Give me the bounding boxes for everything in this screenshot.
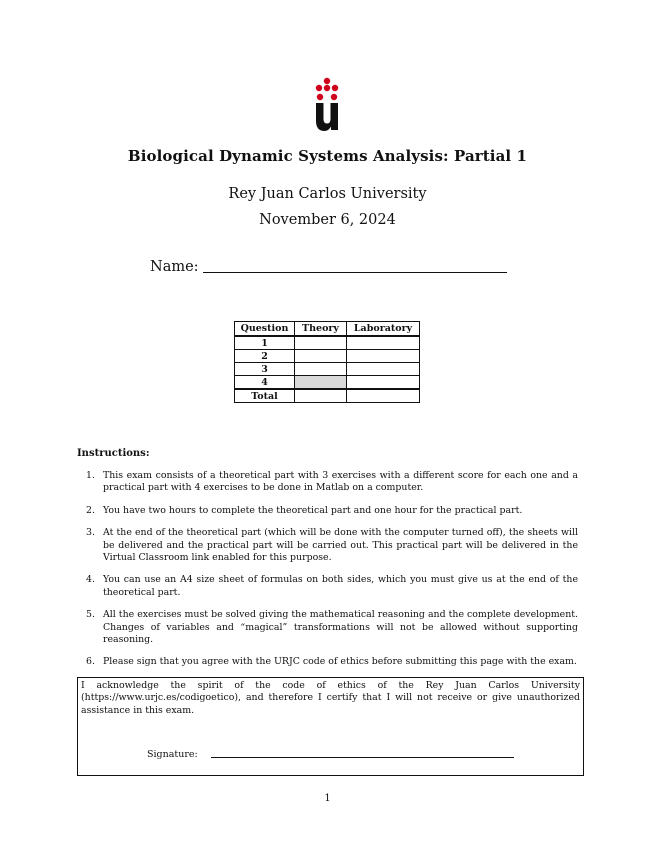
table-row (235, 363, 420, 376)
university-name: Rey Juan Carlos University (228, 186, 427, 202)
list-item-number: 4. (86, 574, 95, 586)
table-row (235, 376, 420, 390)
table-row-total (235, 389, 420, 403)
theory-score-cell[interactable] (295, 336, 347, 350)
list-item-text: At the end of the theoretical part (which will be done with the computer turned off), the sheets will be delivered and the practical part will be carried out. This practical part will be delivered in the Virtual Classroom link enabled for this purpose. (103, 527, 578, 564)
list-item-number: 1. (86, 470, 95, 481)
laboratory-score-cell[interactable] (347, 363, 420, 376)
list-item-text: You have two hours to complete the theoretical part and one hour for the practical part. (103, 504, 523, 516)
instructions-heading: Instructions: (77, 448, 150, 459)
table-row (235, 336, 420, 350)
list-item (86, 527, 578, 564)
question-number: 3 (235, 363, 295, 376)
list-item-text: Please sign that you agree with the URJC code of ethics before submitting this page with the exam. (103, 656, 577, 668)
theory-total-cell[interactable] (295, 389, 347, 403)
exam-date: November 6, 2024 (259, 212, 396, 228)
urjc-logo-icon (307, 76, 347, 132)
name-field-line[interactable] (203, 272, 507, 273)
name-label: Name: (150, 259, 199, 275)
laboratory-score-cell[interactable] (347, 376, 420, 390)
list-item-number: 6. (86, 656, 95, 668)
signature-label: Signature: (147, 749, 198, 760)
score-table-header (235, 322, 420, 337)
signature-field-line[interactable] (211, 757, 514, 758)
laboratory-score-cell[interactable] (347, 350, 420, 363)
header-theory: Theory (295, 322, 347, 337)
list-item (86, 574, 578, 599)
list-item (86, 609, 578, 646)
theory-score-cell-disabled (295, 376, 347, 390)
question-number: 2 (235, 350, 295, 363)
laboratory-score-cell[interactable] (347, 336, 420, 350)
list-item (86, 656, 578, 668)
list-item-text: You can use an A4 size sheet of formulas on both sides, which you must give us at the end of the theoretical part. (103, 574, 578, 598)
list-item-number: 2. (86, 504, 95, 516)
ethics-box (77, 677, 584, 776)
list-item-text: This exam consists of a theoretical part with 3 exercises with a different score for each one and a practical part with 4 exercises to be done in Matlab on a computer. (103, 470, 578, 494)
total-label: Total (235, 389, 295, 403)
list-item (86, 505, 578, 517)
score-table (234, 321, 420, 403)
question-number: 1 (235, 336, 295, 350)
page-number: 1 (324, 793, 331, 804)
question-number: 4 (235, 376, 295, 390)
list-item-text: All the exercises must be solved giving the mathematical reasoning and the complete development. Changes of variables and “magical” transformations will not be allowed without supporting reasoning. (103, 609, 578, 646)
table-row (235, 350, 420, 363)
exam-title: Biological Dynamic Systems Analysis: Partial 1 (127, 147, 528, 165)
theory-score-cell[interactable] (295, 350, 347, 363)
theory-score-cell[interactable] (295, 363, 347, 376)
ethics-statement: I acknowledge the spirit of the code of ethics of the Rey Juan Carlos University (https://www.urjc.es/codigoetico), and therefore I certify that I will not receive or give unauthorized assistance in this exam. (81, 680, 580, 716)
header-question: Question (235, 322, 295, 337)
header-laboratory: Laboratory (347, 322, 420, 337)
list-item-number: 3. (86, 527, 95, 539)
list-item-number: 5. (86, 609, 95, 621)
instructions-list (86, 470, 578, 679)
list-item (86, 470, 578, 495)
laboratory-total-cell[interactable] (347, 389, 420, 403)
